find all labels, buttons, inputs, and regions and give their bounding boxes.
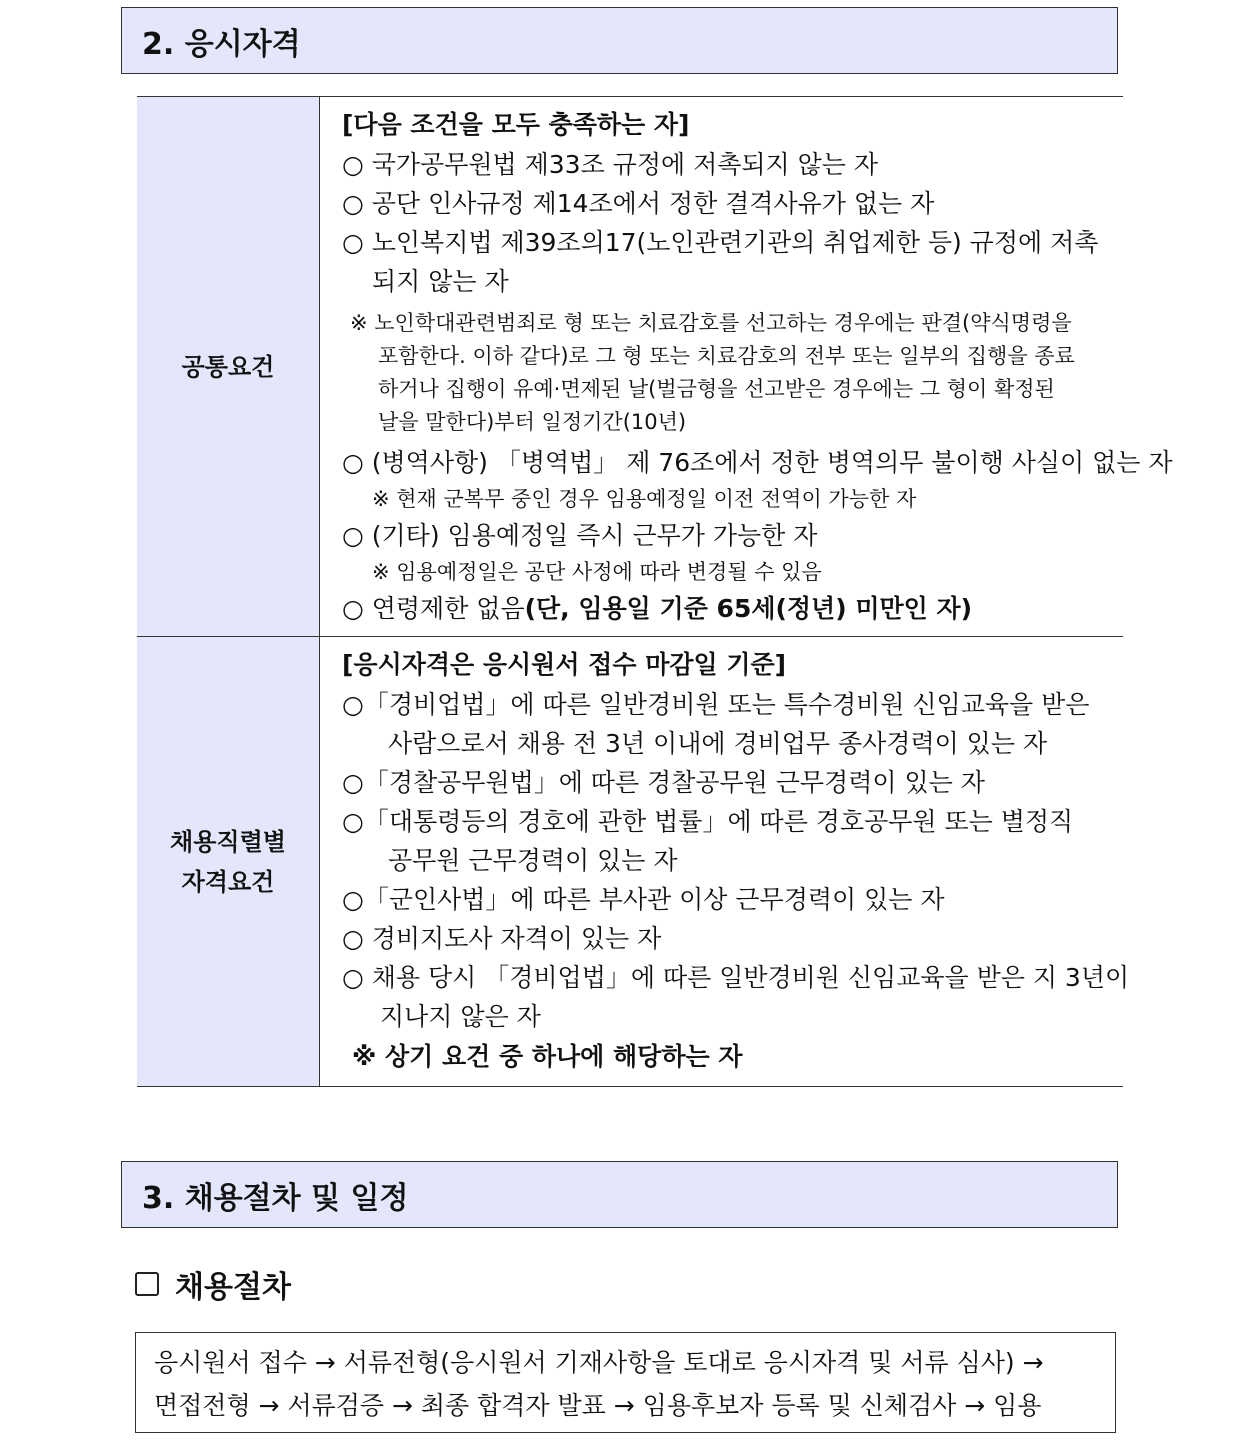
common-item-2: ○ 공단 인사규정 제14조에서 정한 결격사유가 없는 자 xyxy=(342,189,935,218)
age-condition: (단, 임용일 기준 65세(정년) 미만인 자) xyxy=(524,594,973,623)
common-item-1: ○ 국가공무원법 제33조 규정에 저촉되지 않는 자 xyxy=(342,150,879,179)
specific-item-5: ○ 경비지도사 자격이 있는 자 xyxy=(342,924,662,953)
specific-item-3: ○「대통령등의 경호에 관한 법률」에 따른 경호공무원 또는 별정직 xyxy=(342,807,1074,836)
common-note-line-3: 하거나 집행이 유예·면제된 날(벌금형을 선고받은 경우에는 그 형이 확정된 xyxy=(378,377,1055,401)
common-item-3-cont: 되지 않는 자 xyxy=(372,267,509,296)
procedure-line-2: 면접전형 → 서류검증 → 최종 합격자 발표 → 임용후보자 등록 및 신체검사 → 임용 xyxy=(154,1391,1042,1420)
common-requirements-label xyxy=(137,97,320,637)
procedure-box xyxy=(135,1332,1116,1433)
common-requirements-content xyxy=(320,97,1173,637)
specific-requirements-label xyxy=(137,637,320,1087)
specific-item-6-cont: 지나지 않은 자 xyxy=(380,1002,541,1031)
other-note: ※ 임용예정일은 공단 사정에 따라 변경될 수 있음 xyxy=(372,560,822,584)
procedure-subtitle-text: 채용절차 xyxy=(175,1270,291,1305)
specific-requirements-row xyxy=(137,637,1123,1087)
common-note-line-1: ※ 노인학대관련범죄로 형 또는 치료감호를 선고하는 경우에는 판결(약식명령을 xyxy=(350,311,1072,335)
section-2-title: 2. 응시자격 xyxy=(142,26,301,62)
procedure-subtitle xyxy=(135,1262,291,1306)
military-note: ※ 현재 군복무 중인 경우 임용예정일 이전 전역이 가능한 자 xyxy=(372,487,917,511)
other-item: ○ (기타) 임용예정일 즉시 근무가 가능한 자 xyxy=(342,521,818,550)
section-2-header xyxy=(121,7,1118,74)
procedure-line-1: 응시원서 접수 → 서류전형(응시원서 기재사항을 토대로 응시자격 및 서류 심사) → xyxy=(154,1348,1044,1377)
age-prefix: ○ 연령제한 없음 xyxy=(342,594,525,623)
common-label-text: 공통요건 xyxy=(181,352,275,381)
specific-label-line-1: 채용직렬별 xyxy=(170,827,286,856)
age-item xyxy=(342,589,1113,628)
specific-item-3-cont: 공무원 근무경력이 있는 자 xyxy=(388,846,678,875)
specific-item-4: ○「군인사법」에 따른 부사관 이상 근무경력이 있는 자 xyxy=(342,885,945,914)
square-bullet-icon xyxy=(135,1272,159,1296)
common-requirements-row xyxy=(137,97,1123,637)
specific-bold-note: ※ 상기 요건 중 하나에 해당하는 자 xyxy=(352,1042,743,1071)
military-item: ○ (병역사항) 「병역법」 제 76조에서 정한 병역의무 불이행 사실이 없는 자 xyxy=(342,448,1173,477)
common-note-line-2: 포함한다. 이하 같다)로 그 형 또는 치료감호의 전부 또는 일부의 집행을 종료 xyxy=(378,344,1075,368)
common-note-line-4: 날을 말한다)부터 일정기간(10년) xyxy=(378,410,687,434)
section-3-title: 3. 채용절차 및 일정 xyxy=(142,1180,409,1216)
specific-heading: [응시자격은 응시원서 접수 마감일 기준] xyxy=(342,650,787,679)
specific-label-line-2: 자격요건 xyxy=(181,867,275,896)
specific-requirements-content xyxy=(320,637,1130,1087)
common-heading: [다음 조건을 모두 충족하는 자] xyxy=(342,110,690,139)
specific-item-2: ○「경찰공무원법」에 따른 경찰공무원 근무경력이 있는 자 xyxy=(342,768,985,797)
specific-item-1-cont: 사람으로서 채용 전 3년 이내에 경비업무 종사경력이 있는 자 xyxy=(388,729,1048,758)
specific-item-1: ○「경비업법」에 따른 일반경비원 또는 특수경비원 신임교육을 받은 xyxy=(342,690,1090,719)
specific-item-6: ○ 채용 당시 「경비업법」에 따른 일반경비원 신임교육을 받은 지 3년이 xyxy=(342,963,1130,992)
common-item-3: ○ 노인복지법 제39조의17(노인관련기관의 취업제한 등) 규정에 저촉 xyxy=(342,228,1099,257)
section-3-header xyxy=(121,1161,1118,1228)
qualification-table xyxy=(137,96,1173,1087)
